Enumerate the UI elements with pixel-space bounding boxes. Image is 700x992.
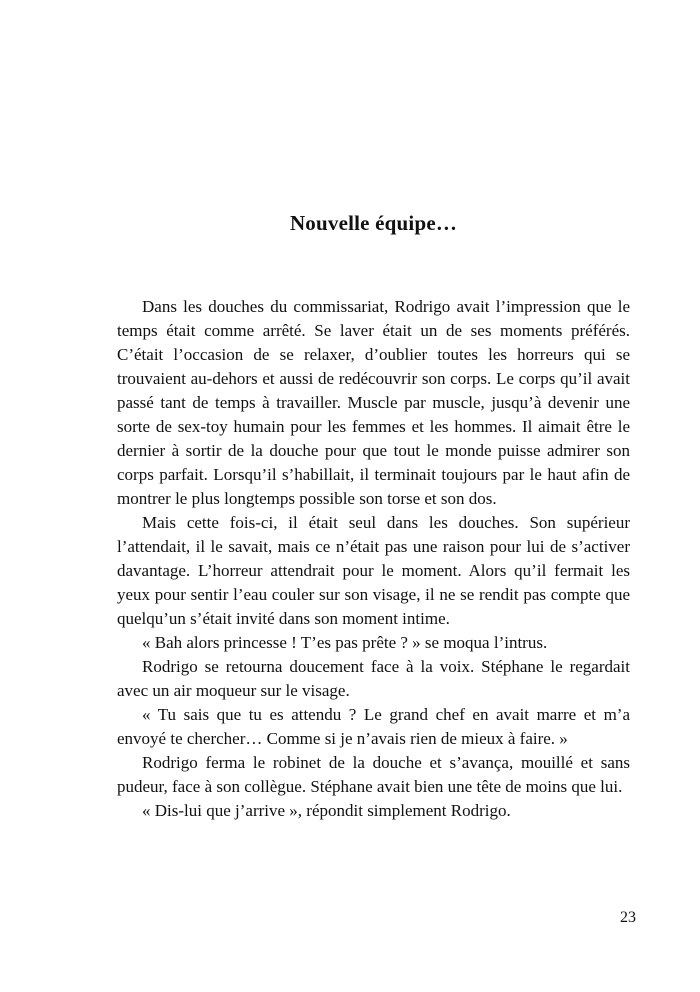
paragraph: « Bah alors princesse ! T’es pas prête ? » se moqua l’intrus. [142,633,548,652]
page-number: 23 [620,909,636,926]
chapter-title: Nouvelle équipe… [289,211,458,236]
paragraph: « Dis-lui que j’arrive », répondit simplement Rodrigo. [142,801,511,820]
paragraph: Rodrigo ferma le robinet de la douche et s’avança, mouillé et sans pudeur, face à son collègue. Stéphane avait bien une tête de moins que lui. [117,753,630,796]
paragraph: Dans les douches du commissariat, Rodrigo avait l’impression que le temps était comme arrêté. Se laver était un de ses moments préférés. C’était l’occasion de se relaxer, d’oublier toutes les horreurs qui se trouvaient au-dehors et aussi de redécouvrir son corps. Le corps qu’il avait passé tant de temps à travailler. Muscle par muscle, jusqu’à devenir une sorte de sex-toy humain pour les femmes et les hommes. Il aimait être le dernier à sortir de la douche pour que tout le monde puisse admirer son corps parfait. Lorsqu’il s’habillait, il terminait toujours par le haut afin de montrer le plus longtemps possible son torse et son dos. [117,297,630,508]
paragraph: Rodrigo se retourna doucement face à la voix. Stéphane le regardait avec un air moqueur sur le visage. [117,657,630,700]
paragraph: « Tu sais que tu es attendu ? Le grand chef en avait marre et m’a envoyé te chercher… Comme si je n’avais rien de mieux à faire. » [117,705,630,748]
chapter-body [117,295,630,823]
paragraph: Mais cette fois-ci, il était seul dans les douches. Son supérieur l’attendait, il le savait, mais ce n’était pas une raison pour lui de s’activer davantage. L’horreur attendrait pour le moment. Alors qu’il fermait les yeux pour sentir l’eau couler sur son visage, il ne se rendit pas compte que quelqu’un s’était invité dans son moment intime. [117,513,630,628]
